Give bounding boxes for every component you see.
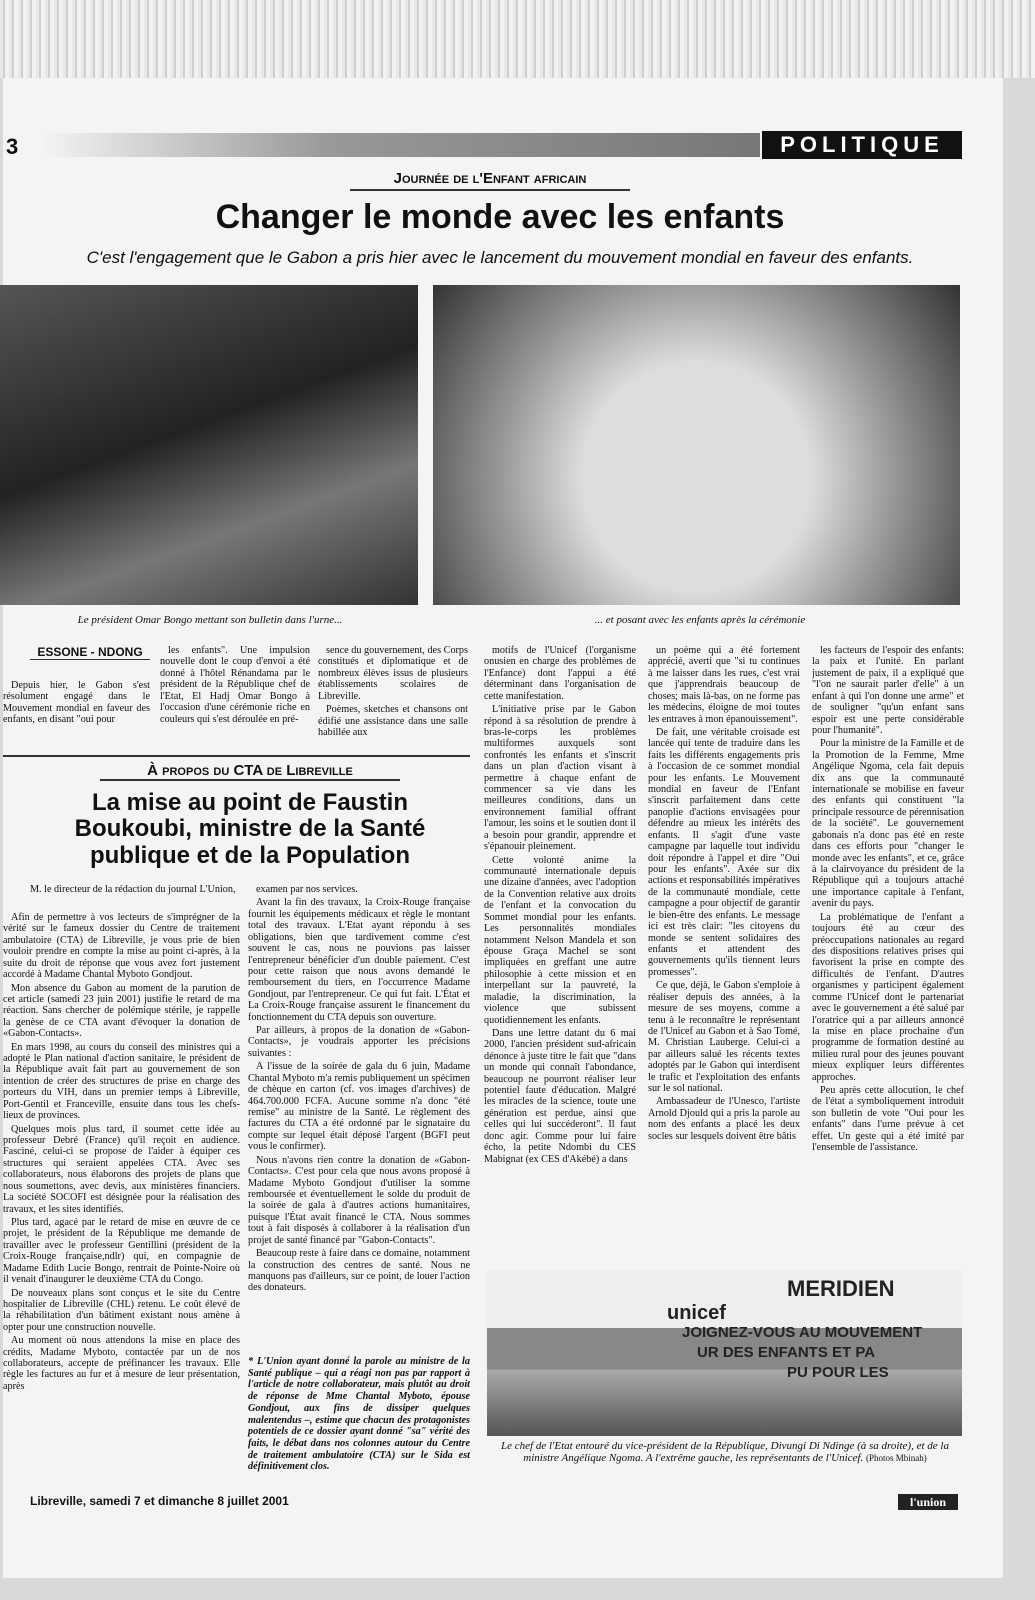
paragraph: les enfants". Une impulsion nouvelle dont le coup d'envoi a été donné à l'hôtel Rénandama par le président de la République chef de l'Etat, El Hadj Omar Bongo à l'occasion d'une cérémonie riche en couleurs qui s'est déroulée en pré-: [160, 645, 310, 725]
paragraph: Quelques mois plus tard, il soumet cette idée au professeur Debré (France) qu'il reçoit en audience. Fasciné, celui-ci se propose de l'aider à équiper ces structures qui seraient appelées CTA. Avec ses collaborateurs, nous élaborons des projets de plans que nous soumettons, avec devis, aux ministères financiers. La société SOCOFI est désignée pour la réalisation des travaux, et les sites identifiés.: [3, 1123, 240, 1215]
article-divider: [3, 755, 470, 757]
paragraph: A l'issue de la soirée de gala du 6 juin, Madame Chantal Myboto m'a remis publiquement un spécimen de chèque en carton (cf. vos images d'archives) de 464.700.000 FCFA. Aucune somme n'a donc "été remise" au ministre de la Santé. Le règlement des factures du CTA a été ordonné par le signataire du compte sur lequel était déposé l'argent (BGFI peut vous le confirmer).: [248, 1061, 470, 1153]
photo-caption-right: ... et posant avec les enfants après la cérémonie: [594, 614, 806, 626]
paragraph: examen par nos services.: [256, 884, 358, 895]
paragraph: Pour la ministre de la Famille et de la Promotion de la Femme, Mme Angélique Ngoma, cela fait depuis dix ans que la communauté internationale se mobilise en faveur des enfants qui constituent "la principale ressource de pérennisation de la société". Le gouvernement gabonais n'a donc pas été en reste dans ces efforts pour "changer le monde avec les enfants", et ce, grâce à la clairvoyance du président de la République qui a toujours attaché une importance capitale à l'enfant, avenir du pays.: [812, 738, 964, 910]
paragraph: De nouveaux plans sont conçus et le site du Centre hospitalier de Libreville (CHL) retenu. Le coût élevé de la réhabilitation d'un bâtiment existant nous amène à opter pour une construction nouvelle.: [3, 1287, 240, 1333]
scan-border: [0, 0, 1035, 78]
paragraph: De fait, une véritable croisade est lancée qui tente de traduire dans les faits les différents engagements pris à l'occasion de ce sommet mondial pour les enfants. Le Mouvement mondial en faveur de l'Enfant s'inscrit parfaitement dans cette panoplie d'actions envisagées pour défendre au mieux les intérêts des enfants. Il s'agit d'une vaste campagne par laquelle tout individu doit répondre à l'appel et dire "Oui pour les enfants". Axée sur dix actions et responsabilités impératives de la communauté mondiale, cette campagne a pour objectif de garantir le bien-être des enfants. Le message ici est très clair: "les citoyens du monde se sentent solidaires des enfants et attendent des gouvernements qu'ils tiennent leurs promesses".: [648, 726, 800, 978]
paragraph: Avant la fin des travaux, la Croix-Rouge française fournit les équipements médicaux et règle le montant total des travaux. L'Etat ayant répondu à ses obligations, bien que tardivement comme c'est souvent le cas, nous ne pouvions pas laisser l'entrepreneur bénéficier d'un double paiement. C'est pour cette raison que nous avons demandé le remboursement du tiers, en l'occurrence Madame Gondjout, par l'entrepreneur. Ce qui fut fait. L'État et La Croix-Rouge française assurent le financement du fonctionnement du CTA depuis son ouverture.: [248, 897, 470, 1023]
banner-text: UR DES ENFANTS ET PA: [697, 1344, 876, 1361]
paragraph: Par ailleurs, à propos de la donation de «Gabon-Contacts», je voudrais apporter les précisions suivantes :: [248, 1025, 470, 1059]
paragraph: sence du gouvernement, des Corps constitués et diplomatique et de nombreux élèves issus de plusieurs établissements scolaires de Libreville.: [318, 645, 468, 702]
paragraph: Beaucoup reste à faire dans ce domaine, notamment la construction des centres de santé. Nous ne manquons pas d'ailleurs, sur ce point, de louer l'action des donateurs.: [248, 1248, 470, 1294]
paragraph: M. le directeur de la rédaction du journal L'Union,: [30, 884, 236, 895]
article-kicker: Journée de l'Enfant africain: [350, 170, 630, 191]
section-rule-bar: [40, 133, 760, 157]
newspaper-logo: l'union: [898, 1494, 958, 1510]
paragraph: Nous n'avons rien contre la donation de «Gabon-Contacts». C'est pour cela que nous avons proposé à Madame Myboto Gondjout d'utiliser la somme remboursée et éventuellement le solde du produit de la soirée de gala à d'autres actions humanitaires, puisque l'État avait financé le CTA. Nous sommes tout à fait disposés à collaborer à la réalisation d'un projet de santé financé par "Gabon-Contacts".: [248, 1154, 470, 1246]
paragraph: Ambassadeur de l'Unesco, l'artiste Arnold Djould qui a pris la parole au nom des enfants a placé les deux socles sur lesquels doivent être bâtis: [648, 1096, 800, 1142]
paragraph: Au moment où nous attendons la mise en place des crédits, Madame Myboto, contactée par un de nos collaborateurs, accepte de préfinancer les travaux. Elle règle les factures au fur et à mesure de leur présentation, après: [3, 1335, 240, 1392]
paragraph: En mars 1998, au cours du conseil des ministres qui a adopté le Plan national d'action sanitaire, le président de la République avait fait part au gouvernement de son intention de créer des structures de prise en charge des porteurs du VIH, dans un premier temps à Libreville, Port-Gentil et Franceville, ensuite dans tous les chefs-lieux de provinces.: [3, 1041, 240, 1122]
banner-text: PU POUR LES: [787, 1364, 889, 1381]
article1-column-6: [812, 645, 964, 1257]
article1-column-3: [318, 645, 468, 750]
paragraph: L'initiative prise par le Gabon répond à sa résolution de prendre à bras-le-corps les problèmes multiformes auxquels sont confrontés les enfants et s'inscrit dans un plan d'action visant à permettre à chaque enfant de commencer sa vie dans les meilleures conditions, dans un environnement familial offrant l'amour, les soins et le soutien dont il a besoin pour grandir, apprendre et s'épanouir pleinement.: [484, 704, 636, 853]
paragraph: motifs de l'Unicef (l'organisme onusien en charge des problèmes de l'Enfance) dont l'appui a été déterminant dans l'organisation de cette manifestation.: [484, 645, 636, 702]
editor-note: * L'Union ayant donné la parole au ministre de la Santé publique – qui a réagi non pas par rapport à l'article de notre collaborateur, mais plutôt au droit de réponse de Mme Chantal Myboto, épouse Gondjout, aux fins de dissiper quelques malentendus –, estime que chacun des protagonistes potentiels de ce dossier ayant donné "sa" vérité des faits, le débat dans nos colonnes autour du Centre de traitement ambulatoire (CTA) sur le Sida est définitivement clos.: [248, 1356, 470, 1473]
photo-children-group: [433, 285, 960, 605]
paragraph: Ce que, déjà, le Gabon s'emploie à réaliser depuis des années, à la mesure de ses moyens, comme a tenu à le reconnaître le représentant de l'Unicef au Gabon et à Sao Tomé, M. Christian Lauberge. Celui-ci a par ailleurs salué les récents textes adoptés par le Gabon qui interdisent le trafic et l'exploitation des enfants sur le sol national.: [648, 980, 800, 1095]
article-headline: Changer le monde avec les enfants: [215, 198, 785, 236]
paragraph: un poème qui a été fortement apprécié, averti que "si tu continues à me laisser dans les rues, c'est vrai que j'apprendrais beaucoup de choses; mais là-bas, on ne forme pas les médecins, éloigne de moi toutes les entraves à mon épanouissement".: [648, 645, 800, 725]
article1-column-1: [3, 680, 150, 750]
paragraph: Plus tard, agacé par le retard de mise en œuvre de ce projet, le président de la République me demande de travailler avec le professeur Gentillini (président de la Croix-Rouge française,ndlr) qui, en compagnie de Madame Edith Lucie Bongo, rentrait de Pointe-Noire où il venait d'inaugurer le deuxième CTA du Congo.: [3, 1216, 240, 1286]
page-number: 3: [6, 134, 19, 159]
paragraph: les facteurs de l'espoir des enfants: la paix et l'unité. En parlant justement de paix, il a expliqué que "l'on ne saurait parler d'elle" à un enfant à qui l'on donne une arme" et de souligner "qu'un enfant sans espoir est une perte considérable pour l'humanité".: [812, 645, 964, 736]
paragraph: Afin de permettre à vos lecteurs de s'imprégner de la vérité sur le fameux dossier du Centre de traitement ambulatoire (CTA) de Libreville, je vous prie de bien vouloir prendre en compte la mise au point ci-après, à la suite du droit de réponse que vous avez fort justement accordé à Madame Chantal Myboto Gondjout.: [3, 912, 240, 981]
paragraph: Dans une lettre datant du 6 mai 2000, l'ancien président sud-africain dénonce à juste titre le fait que "dans un monde qui connaît l'abondance, beaucoup ne pourront réaliser leur potentiel faute d'éducation. Malgré les miracles de la science, toute une génération est perdue, ainsi que celles qui lui succéderont". Il faut donc agir. Comme pour lui faire écho, la petite Ndombi du CES Mabignat (ex CES d'Akébé) a dans: [484, 1027, 636, 1165]
article2-kicker: À propos du CTA de Libreville: [100, 762, 400, 781]
article-subhead: C'est l'engagement que le Gabon a pris hier avec le lancement du mouvement mondial en faveur des enfants.: [86, 248, 914, 267]
photo-president-voting: [0, 285, 418, 605]
section-label: POLITIQUE: [762, 131, 962, 159]
photo-credit: (Photos Mbinah): [865, 1453, 927, 1463]
paragraph: Poèmes, sketches et chansons ont édifié une assistance dans une salle habillée aux: [318, 704, 468, 738]
banner-text: unicef: [667, 1302, 726, 1324]
paragraph: Depuis hier, le Gabon s'est résolument engagé dans le Mouvement mondial en faveur des enfants, en disant "oui pour: [3, 680, 150, 726]
banner-text: JOIGNEZ-VOUS AU MOUVEMENT: [682, 1324, 923, 1341]
article2-headline: La mise au point de Faustin Boukoubi, ministre de la Santé publique et de la Population: [74, 789, 426, 869]
byline: ESSONE - NDONG: [30, 645, 150, 660]
paragraph: La problématique de l'enfant a toujours été au cœur des préoccupations nationales au regard des dispositions relatives prises qui favorisent la prise en compte des difficultés de l'enfant. D'autres organismes y participent également comme l'Unicef dont le partenariat avec le gouvernement a été salué par l'oratrice qui a par ailleurs annoncé la mise en place prochaine d'un programme de formation destiné au milieu rural pour des jeunes pouvant mieux expliquer leurs différentes approches.: [812, 911, 964, 1083]
banner-text: MERIDIEN: [787, 1276, 895, 1301]
footer-dateline: Libreville, samedi 7 et dimanche 8 juillet 2001: [30, 1494, 289, 1508]
article1-column-2: [160, 645, 310, 750]
photo-officials-panel: [487, 1270, 962, 1436]
article2-column-1: [3, 912, 240, 1488]
paragraph: Cette volonté anime la communauté internationale depuis une dizaine d'années, avec l'adoption de la Convention relative aux droits de l'enfant et la convocation du Sommet mondial pour les enfants. Les personnalités mondiales notamment Nelson Mandela et son épouse Graça Machel se sont impliquées en greffant une autre philosophie à cette mission et en interpellant sur la pauvreté, la maladie, la discrimination, la violence que subissent quotidiennement les enfants.: [484, 854, 636, 1026]
caption-text: Le chef de l'Etat entouré du vice-président de la République, Divungi Di Ndinge (à sa droite), et de la ministre Angélique Ngoma. A l'extrême gauche, les représentants de l'Unicef.: [501, 1440, 949, 1464]
photo-caption-left: Le président Omar Bongo mettant son bulletin dans l'urne...: [77, 614, 343, 626]
photo-caption-bottom: [495, 1440, 955, 1464]
article1-column-4: [484, 645, 636, 1257]
article1-column-5: [648, 645, 800, 1257]
paragraph: Peu après cette allocution, le chef de l'état a symboliquement introduit son bulletin de vote "Oui pour les enfants" dans l'urne prévue à cet effet. Un geste qui a été imité par l'ensemble de l'assistance.: [812, 1085, 964, 1154]
paragraph: Mon absence du Gabon au moment de la parution de cet article (samedi 23 juin 2001) justifie le retard de ma réaction. Sans chercher de polémique stérile, je rappelle la genèse de ce CTA avant d'évoquer la donation de «Gabon-Contacts».: [3, 982, 240, 1040]
article2-salutation: [30, 884, 240, 910]
article2-column-2: [248, 884, 470, 1348]
